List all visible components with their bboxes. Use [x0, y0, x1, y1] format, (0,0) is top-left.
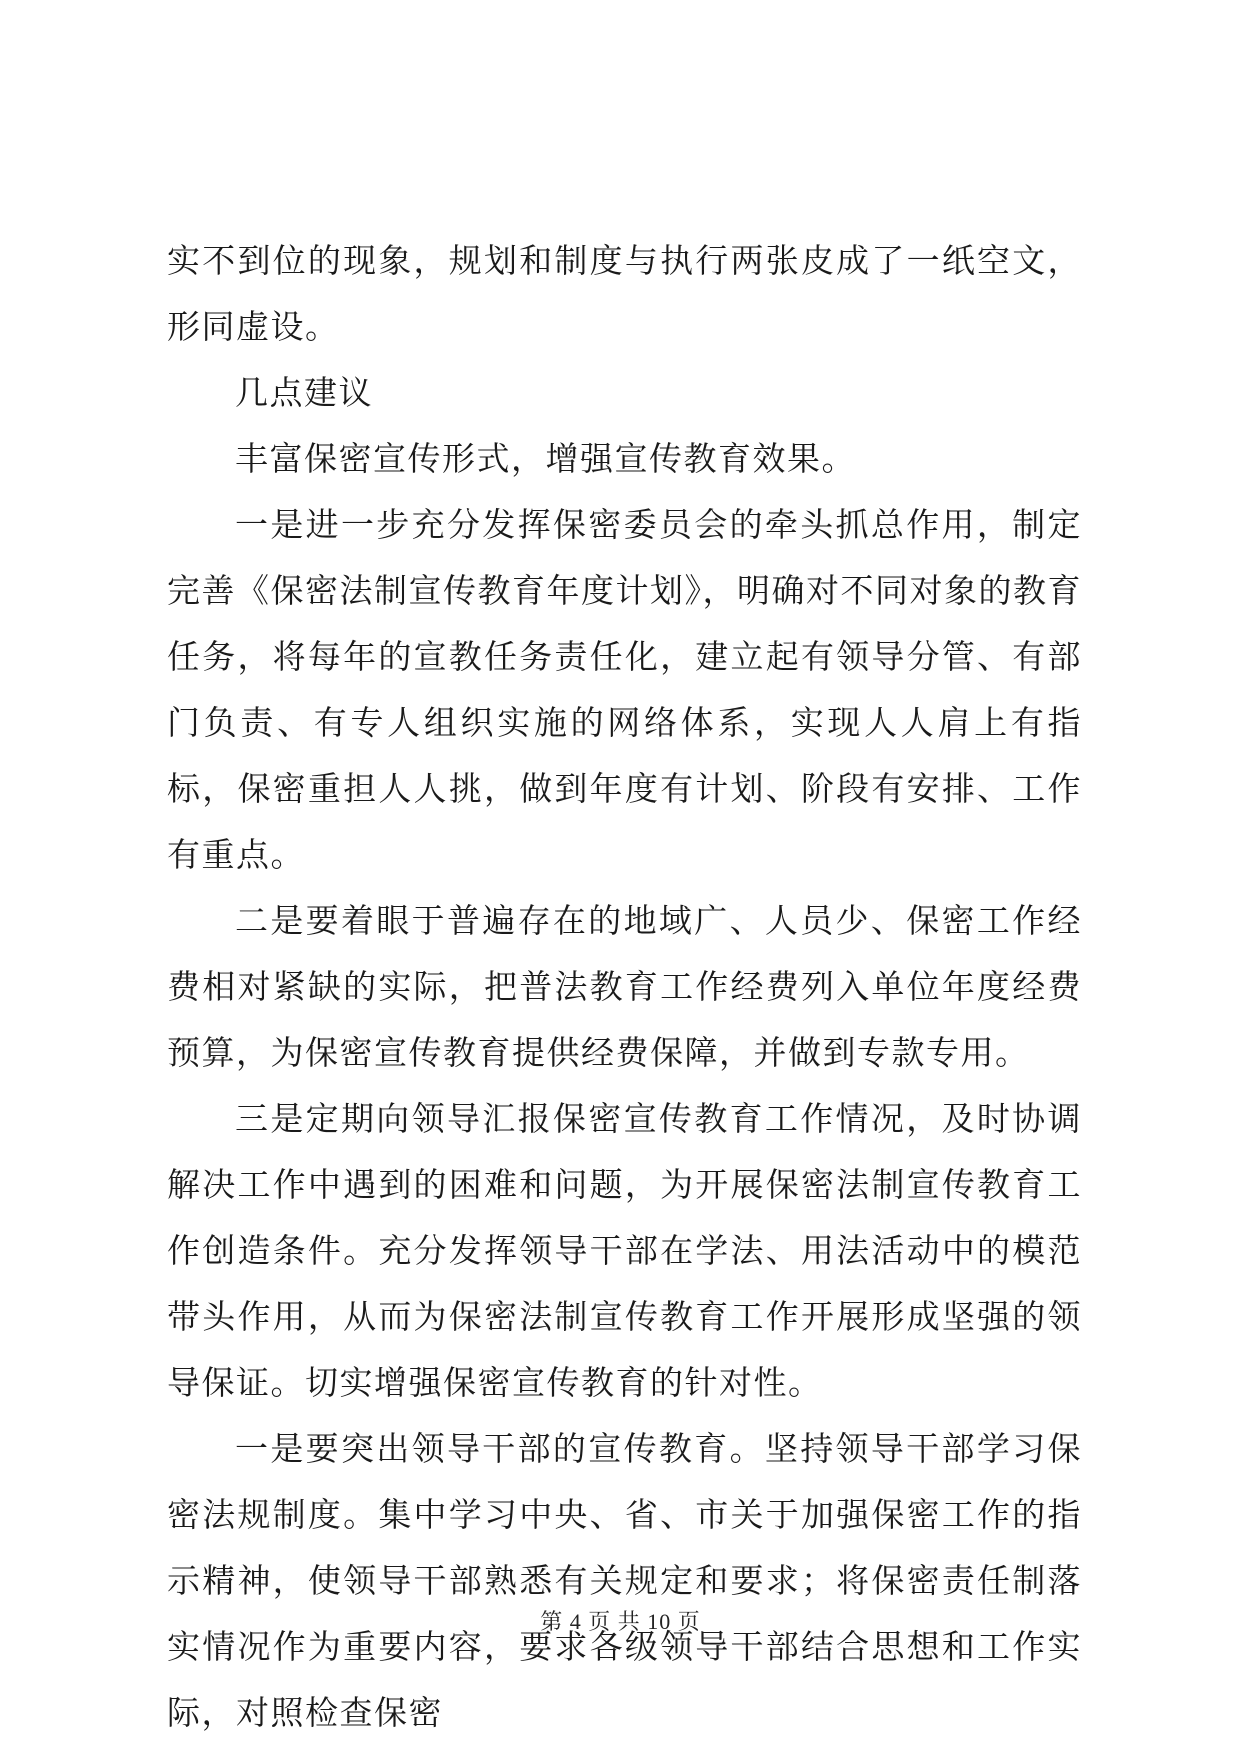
- paragraph-4: 一是进一步充分发挥保密委员会的牵头抓总作用，制定完善《保密法制宣传教育年度计划》，明确对不同对象的教育任务，将每年的宣教任务责任化，建立起有领导分管、有部门负责、有专人组织实施的网络体系，实现人人肩上有指标，保密重担人人挑，做到年度有计划、阶段有安排、工作有重点。: [167, 505, 1082, 874]
- paragraph-3: 丰富保密宣传形式，增强宣传教育效果。: [235, 439, 856, 478]
- paragraph-7: 一是要突出领导干部的宣传教育。坚持领导干部学习保密法规制度。集中学习中央、省、市关于加强保密工作的指示精神，使领导干部熟悉有关规定和要求；将保密责任制落实情况作为重要内容，要求各级领导干部结合思想和工作实际，对照检查保密: [167, 1429, 1082, 1732]
- paragraph-6: 三是定期向领导汇报保密宣传教育工作情况，及时协调解决工作中遇到的困难和问题，为开展保密法制宣传教育工作创造条件。充分发挥领导干部在学法、用法活动中的模范带头作用，从而为保密法制宣传教育工作开展形成坚强的领导保证。切实增强保密宣传教育的针对性。: [167, 1099, 1082, 1402]
- paragraph-5: 二是要着眼于普遍存在的地域广、人员少、保密工作经费相对紧缺的实际，把普法教育工作经费列入单位年度经费预算，为保密宣传教育提供经费保障，并做到专款专用。: [167, 901, 1082, 1072]
- paragraph-2: 几点建议: [235, 373, 373, 412]
- page-footer: 第 4 页 共 10 页: [540, 1609, 701, 1634]
- paragraph-1: 实不到位的现象，规划和制度与执行两张皮成了一纸空文，形同虚设。: [167, 241, 1082, 346]
- document-body: [167, 228, 1082, 1746]
